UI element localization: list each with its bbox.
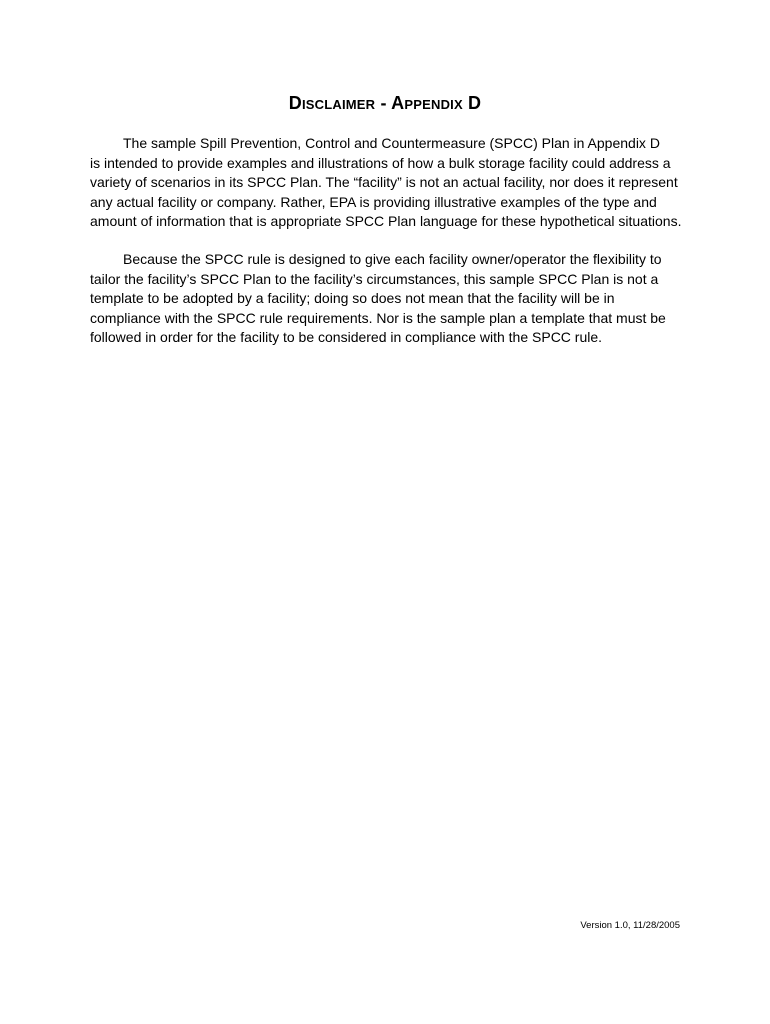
paragraph-line: Because the SPCC rule is designed to give each facility owner/operator the flexibility to bbox=[123, 251, 662, 267]
paragraph-2 bbox=[90, 250, 690, 348]
paragraph-line: template to be adopted by a facility; doing so does not mean that the facility will be in bbox=[90, 290, 615, 307]
paragraph-line: amount of information that is appropriate SPCC Plan language for these hypothetical situations. bbox=[90, 213, 682, 230]
paragraph-line: compliance with the SPCC rule requirements. Nor is the sample plan a template that must be bbox=[90, 309, 666, 326]
paragraph-line: any actual facility or company. Rather, EPA is providing illustrative examples of the type and bbox=[90, 193, 657, 210]
version-footer: Version 1.0, 11/28/2005 bbox=[580, 920, 680, 931]
paragraph-line: followed in order for the facility to be considered in compliance with the SPCC rule. bbox=[90, 329, 603, 346]
paragraph-1 bbox=[90, 134, 690, 232]
page-title: Disclaimer - Appendix D bbox=[288, 93, 482, 113]
paragraph-line: tailor the facility’s SPCC Plan to the facility’s circumstances, this sample SPCC Plan is not a bbox=[90, 270, 659, 287]
paragraph-line: is intended to provide examples and illustrations of how a bulk storage facility could address a bbox=[90, 154, 671, 171]
paragraph-line: variety of scenarios in its SPCC Plan. The “facility” is not an actual facility, nor does it represent bbox=[90, 174, 678, 191]
paragraph-line: The sample Spill Prevention, Control and Countermeasure (SPCC) Plan in Appendix D bbox=[123, 135, 660, 151]
